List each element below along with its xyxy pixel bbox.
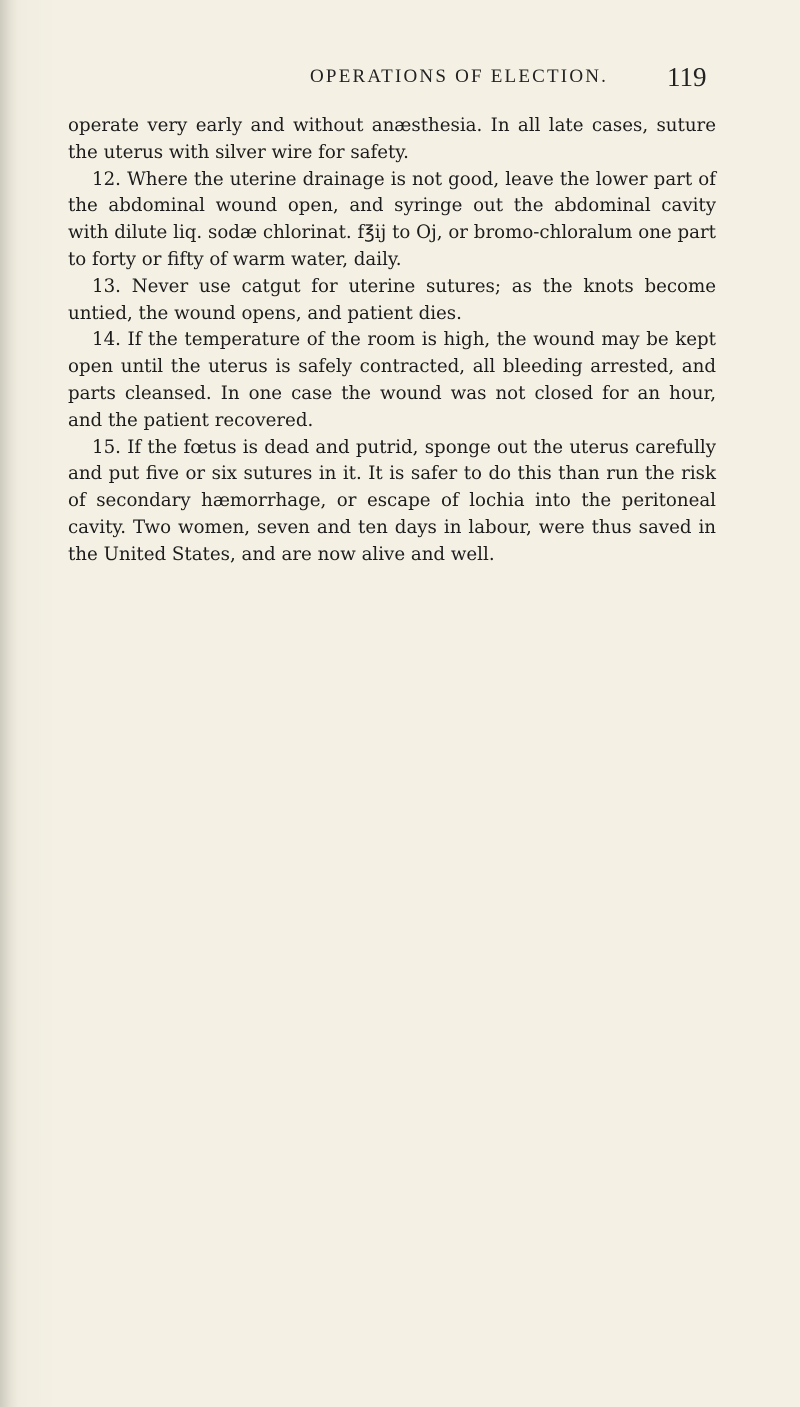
binding-shadow bbox=[0, 0, 18, 1407]
paragraph-text: operate very early and without anæsthesia. In all late cases, suture the uterus with silver wire for safety. bbox=[68, 115, 716, 163]
paragraph-text: If the temperature of the room is high, the wound may be kept open until the uterus is safely contracted, all bleeding arrested, and parts cleansed. In one case the wound was not closed for an hour, and the patient recovered. bbox=[68, 329, 716, 431]
paragraph-14 bbox=[68, 327, 716, 434]
paragraph-15 bbox=[68, 435, 716, 569]
paragraph-13 bbox=[68, 274, 716, 328]
body-text bbox=[68, 113, 716, 569]
paragraph-number: 15. bbox=[92, 436, 121, 458]
page-number: 119 bbox=[667, 62, 707, 92]
running-title: OPERATIONS OF ELECTION. bbox=[310, 66, 609, 87]
paragraph-number: 13. bbox=[92, 275, 121, 297]
paragraph-text: Never use catgut for uterine sutures; as the knots become untied, the wound opens, and patient dies. bbox=[68, 275, 716, 324]
paragraph-continuation bbox=[68, 113, 716, 167]
running-head bbox=[0, 62, 800, 102]
paragraph-12 bbox=[68, 167, 716, 274]
paragraph-number: 12. bbox=[92, 168, 121, 190]
paragraph-text: If the fœtus is dead and putrid, sponge out the uterus carefully and put five or six sutures in it. It is safer to do this than run the risk of secondary hæmorrhage, or escape of lochia into the peritoneal cavity. Two women, seven and ten days in labour, were thus saved in the United States, and are now alive and well. bbox=[68, 436, 716, 565]
paragraph-number: 14. bbox=[92, 329, 121, 351]
paragraph-text: Where the uterine drainage is not good, leave the lower part of the abdominal wound open, and syringe out the abdominal cavity with dilute liq. sodæ chlorinat. f℥ij to Oj, or bromo-chloralum one part to forty or fifty of warm water, daily. bbox=[68, 168, 716, 270]
